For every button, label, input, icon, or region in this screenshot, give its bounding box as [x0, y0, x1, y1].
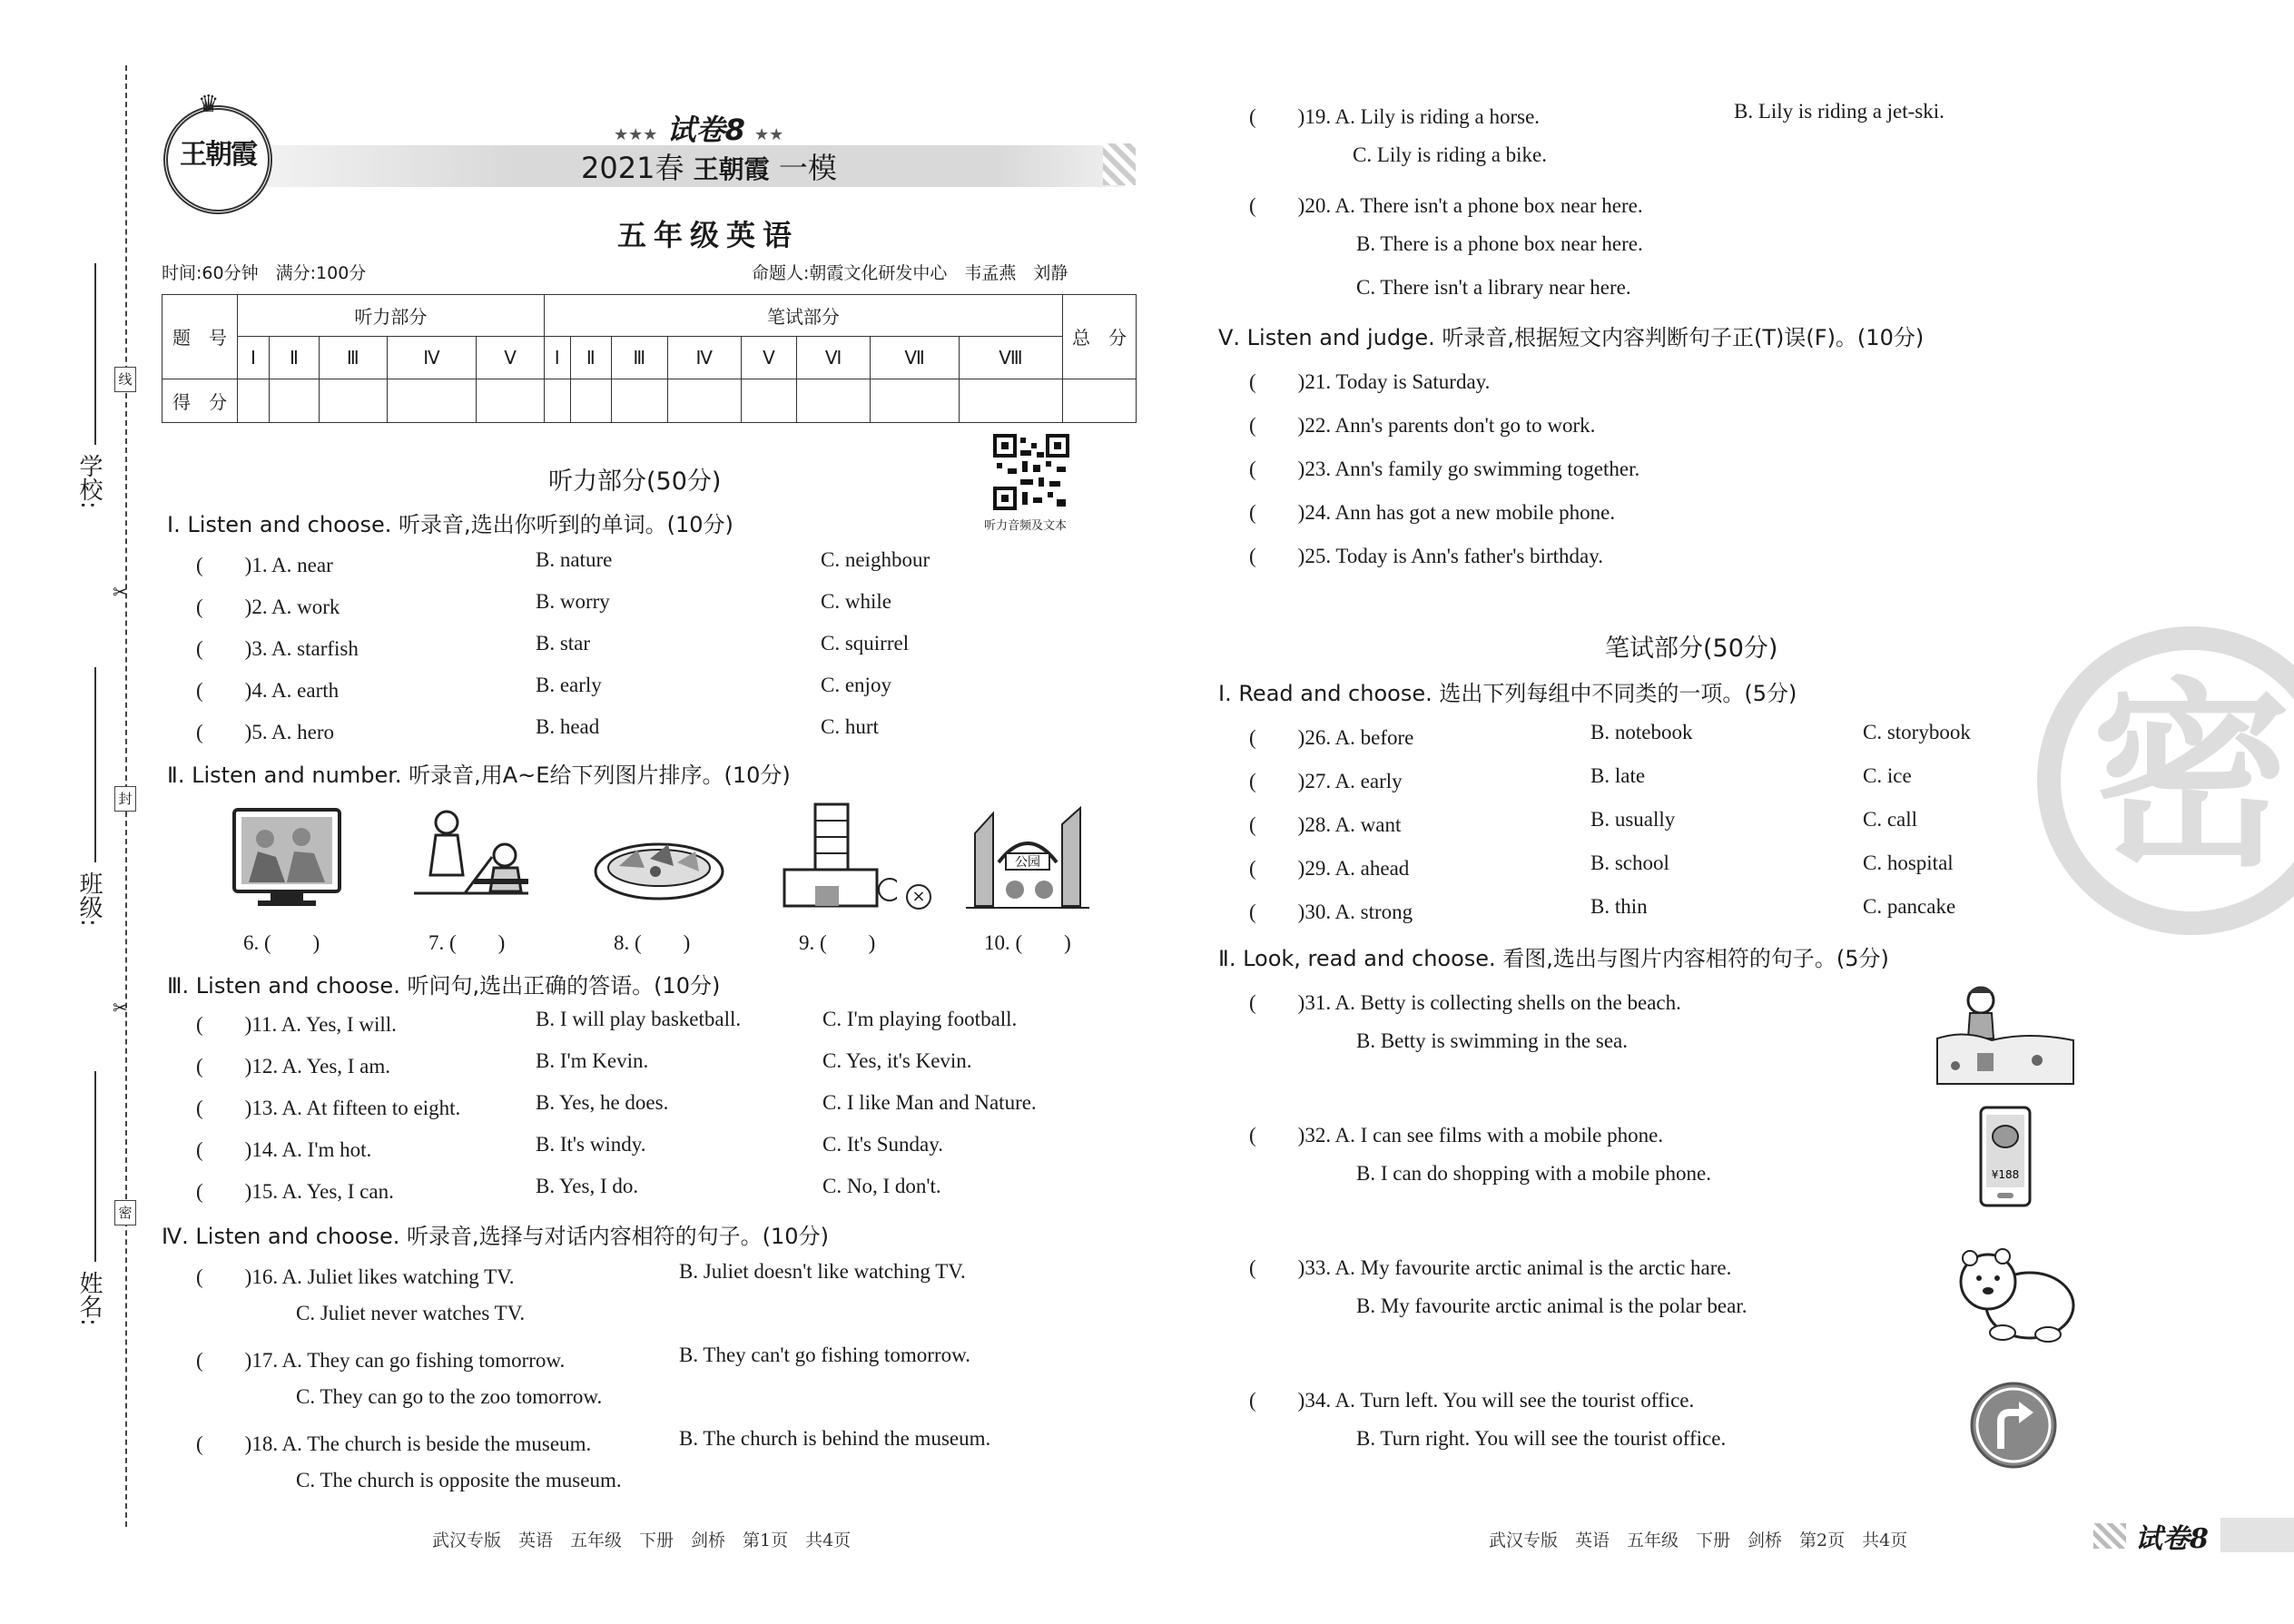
col-header: Ⅱ: [570, 337, 611, 379]
col-header: Ⅵ: [797, 337, 871, 379]
score-cell[interactable]: [477, 379, 545, 422]
q16-c: C. Juliet never watches TV.: [296, 1302, 526, 1324]
authors: 命题人:朝霞文化研发中心 韦孟燕 刘静: [752, 263, 1068, 283]
logo-crown-icon: ♛: [198, 91, 220, 118]
q32-a[interactable]: ( )32. A. I can see films with a mobile phone.: [1249, 1124, 1664, 1147]
score-cell[interactable]: [667, 379, 741, 422]
qr-caption: 听力音频及文本: [984, 519, 1068, 533]
listening-section-2-title: Ⅱ. Listen and number. 听录音,用A~E给下列图片排序。(10分): [167, 763, 791, 788]
polar-bear-picture: [1948, 1242, 2079, 1345]
secret-mark: 密: [114, 1200, 136, 1225]
pic-label-6[interactable]: 6. ( ): [243, 931, 320, 954]
q33-a[interactable]: ( )33. A. My favourite arctic animal is the arctic hare.: [1249, 1256, 1732, 1279]
mobile-phone-picture: [1977, 1106, 2035, 1209]
q31-a[interactable]: ( )31. A. Betty is collecting shells on the beach.: [1249, 991, 1681, 1014]
grandpa-homework-picture: [410, 802, 537, 902]
col-header: Ⅴ: [477, 337, 545, 379]
col-header: Ⅰ: [544, 337, 570, 379]
q16-a[interactable]: ( )16. A. Juliet likes watching TV.: [196, 1265, 515, 1288]
q24[interactable]: ( )24. Ann has got a new mobile phone.: [1249, 501, 1616, 524]
col-header: Ⅰ: [238, 337, 270, 379]
listening-header: 听力部分: [238, 295, 545, 337]
score-cell[interactable]: [238, 379, 270, 422]
corner-check-pattern: [2093, 1523, 2126, 1549]
total-score-cell[interactable]: [1063, 379, 1137, 422]
school-blank-line[interactable]: [94, 263, 96, 445]
name-label: 姓名:: [75, 1271, 103, 1326]
logo: 王朝霞: [163, 105, 272, 214]
tv-picture: [231, 806, 343, 910]
row-header-number: 题 号: [162, 295, 238, 379]
footer-right: 武汉专版 英语 五年级 下册 剑桥 第2页 共4页: [1489, 1530, 1908, 1550]
school-label: 学校:: [75, 454, 103, 509]
q18-c: C. The church is opposite the museum.: [296, 1469, 622, 1491]
paper-label: ★★★ 试卷8 ★★: [614, 113, 784, 147]
q20-a[interactable]: ( )20. A. There isn't a phone box near here.: [1249, 194, 1643, 217]
scissors-icon: ✂: [113, 581, 128, 603]
written-title: 笔试部分(50分): [1605, 635, 1778, 663]
q17-a[interactable]: ( )17. A. They can go fishing tomorrow.: [196, 1349, 566, 1372]
col-header: Ⅱ: [269, 337, 319, 379]
salad-plate-picture: [592, 832, 726, 904]
q34-a[interactable]: ( )34. A. Turn left. You will see the tourist office.: [1249, 1389, 1695, 1412]
written-section-2-title: Ⅱ. Look, read and choose. 看图,选出与图片内容相符的句子。(5分): [1218, 946, 1889, 971]
q33-b: B. My favourite arctic animal is the polar bear.: [1356, 1294, 1748, 1317]
q19-c: C. Lily is riding a bike.: [1353, 143, 1548, 166]
listening-section-1-title: Ⅰ. Listen and choose. 听录音,选出你听到的单词。(10分): [167, 512, 733, 537]
col-header: Ⅷ: [959, 337, 1062, 379]
q34-b: B. Turn right. You will see the tourist office.: [1356, 1427, 1727, 1450]
q31-b: B. Betty is swimming in the sea.: [1356, 1029, 1628, 1052]
q23[interactable]: ( )23. Ann's family go swimming together.: [1249, 458, 1640, 480]
col-header: Ⅴ: [741, 337, 796, 379]
q18-a[interactable]: ( )18. A. The church is beside the museum.: [196, 1432, 592, 1455]
line-mark: 线: [114, 367, 136, 392]
secret-watermark: 密: [2037, 626, 2294, 935]
col-header: Ⅳ: [387, 337, 477, 379]
name-blank-line[interactable]: [94, 1071, 96, 1262]
corner-gray-band: [2220, 1518, 2294, 1552]
price-tag: ¥188: [1991, 1168, 2020, 1181]
score-cell[interactable]: [387, 379, 477, 422]
col-header: Ⅲ: [611, 337, 667, 379]
footer-left: 武汉专版 英语 五年级 下册 剑桥 第1页 共4页: [432, 1530, 852, 1550]
pic-label-7[interactable]: 7. ( ): [428, 931, 506, 954]
score-cell[interactable]: [797, 379, 871, 422]
q25[interactable]: ( )25. Today is Ann's father's birthday.: [1249, 545, 1603, 567]
banner-check-pattern: [1103, 143, 1136, 185]
cross-icon: ×: [906, 884, 931, 910]
qr-code: [993, 434, 1069, 510]
park-picture: [966, 806, 1089, 911]
score-cell[interactable]: [544, 379, 570, 422]
turn-right-sign-icon: [1968, 1380, 2059, 1471]
score-table: [162, 294, 1137, 423]
q22[interactable]: ( )22. Ann's parents don't go to work.: [1249, 414, 1596, 437]
col-header: Ⅶ: [871, 337, 960, 379]
col-header: Ⅲ: [319, 337, 387, 379]
q32-b: B. I can do shopping with a mobile phone.: [1356, 1162, 1711, 1185]
pic-label-10[interactable]: 10. ( ): [984, 931, 1071, 954]
col-header: Ⅳ: [667, 337, 741, 379]
q17-c: C. They can go to the zoo tomorrow.: [296, 1385, 603, 1408]
q20-b: B. There is a phone box near here.: [1356, 232, 1643, 255]
q21[interactable]: ( )21. Today is Saturday.: [1249, 370, 1491, 393]
pic-label-9[interactable]: 9. ( ): [799, 931, 876, 954]
row-header-score: 得 分: [162, 379, 238, 422]
written-header: 笔试部分: [544, 295, 1062, 337]
listening-section-3-title: Ⅲ. Listen and choose. 听问句,选出正确的答语。(10分): [167, 973, 721, 999]
hospital-building-picture: [779, 799, 897, 911]
score-cell[interactable]: [871, 379, 960, 422]
subject-title: 五年级英语: [617, 218, 800, 252]
listening-title: 听力部分(50分): [548, 468, 722, 496]
score-cell[interactable]: [741, 379, 796, 422]
class-label: 班级:: [75, 871, 103, 927]
corner-label: 试卷8: [2135, 1523, 2209, 1555]
time-info: 时间:60分钟 满分:100分: [162, 263, 367, 283]
pic-label-8[interactable]: 8. ( ): [614, 931, 691, 954]
scissors-icon: ✂: [113, 997, 128, 1019]
score-cell[interactable]: [570, 379, 611, 422]
q16-b: B. Juliet doesn't like watching TV.: [679, 1260, 966, 1283]
q20-c: C. There isn't a library near here.: [1356, 276, 1631, 299]
total-header: 总 分: [1063, 295, 1137, 379]
binding-margin: [0, 0, 145, 1543]
q18-b: B. The church is behind the museum.: [679, 1427, 991, 1450]
score-cell[interactable]: [319, 379, 387, 422]
park-sign: 公园: [1015, 855, 1040, 870]
score-cell[interactable]: [269, 379, 319, 422]
seal-mark: 封: [114, 786, 136, 812]
girl-beach-picture: [1928, 984, 2082, 1088]
q19-b: B. Lily is riding a jet-ski.: [1734, 100, 1944, 123]
written-section-1-title: Ⅰ. Read and choose. 选出下列每组中不同类的一项。(5分): [1218, 681, 1797, 706]
listening-section-5-title: Ⅴ. Listen and judge. 听录音,根据短文内容判断句子正(T)误(F)。(10分): [1218, 325, 1925, 350]
exam-title: 2021春 王朝霞 一模: [581, 151, 837, 185]
class-blank-line[interactable]: [94, 667, 96, 862]
listening-section-4-title: Ⅳ. Listen and choose. 听录音,选择与对话内容相符的句子。(10分): [162, 1224, 829, 1249]
score-cell[interactable]: [611, 379, 667, 422]
q19-a[interactable]: ( )19. A. Lily is riding a horse.: [1249, 105, 1541, 128]
q17-b: B. They can't go fishing tomorrow.: [679, 1343, 970, 1366]
score-cell[interactable]: [959, 379, 1062, 422]
